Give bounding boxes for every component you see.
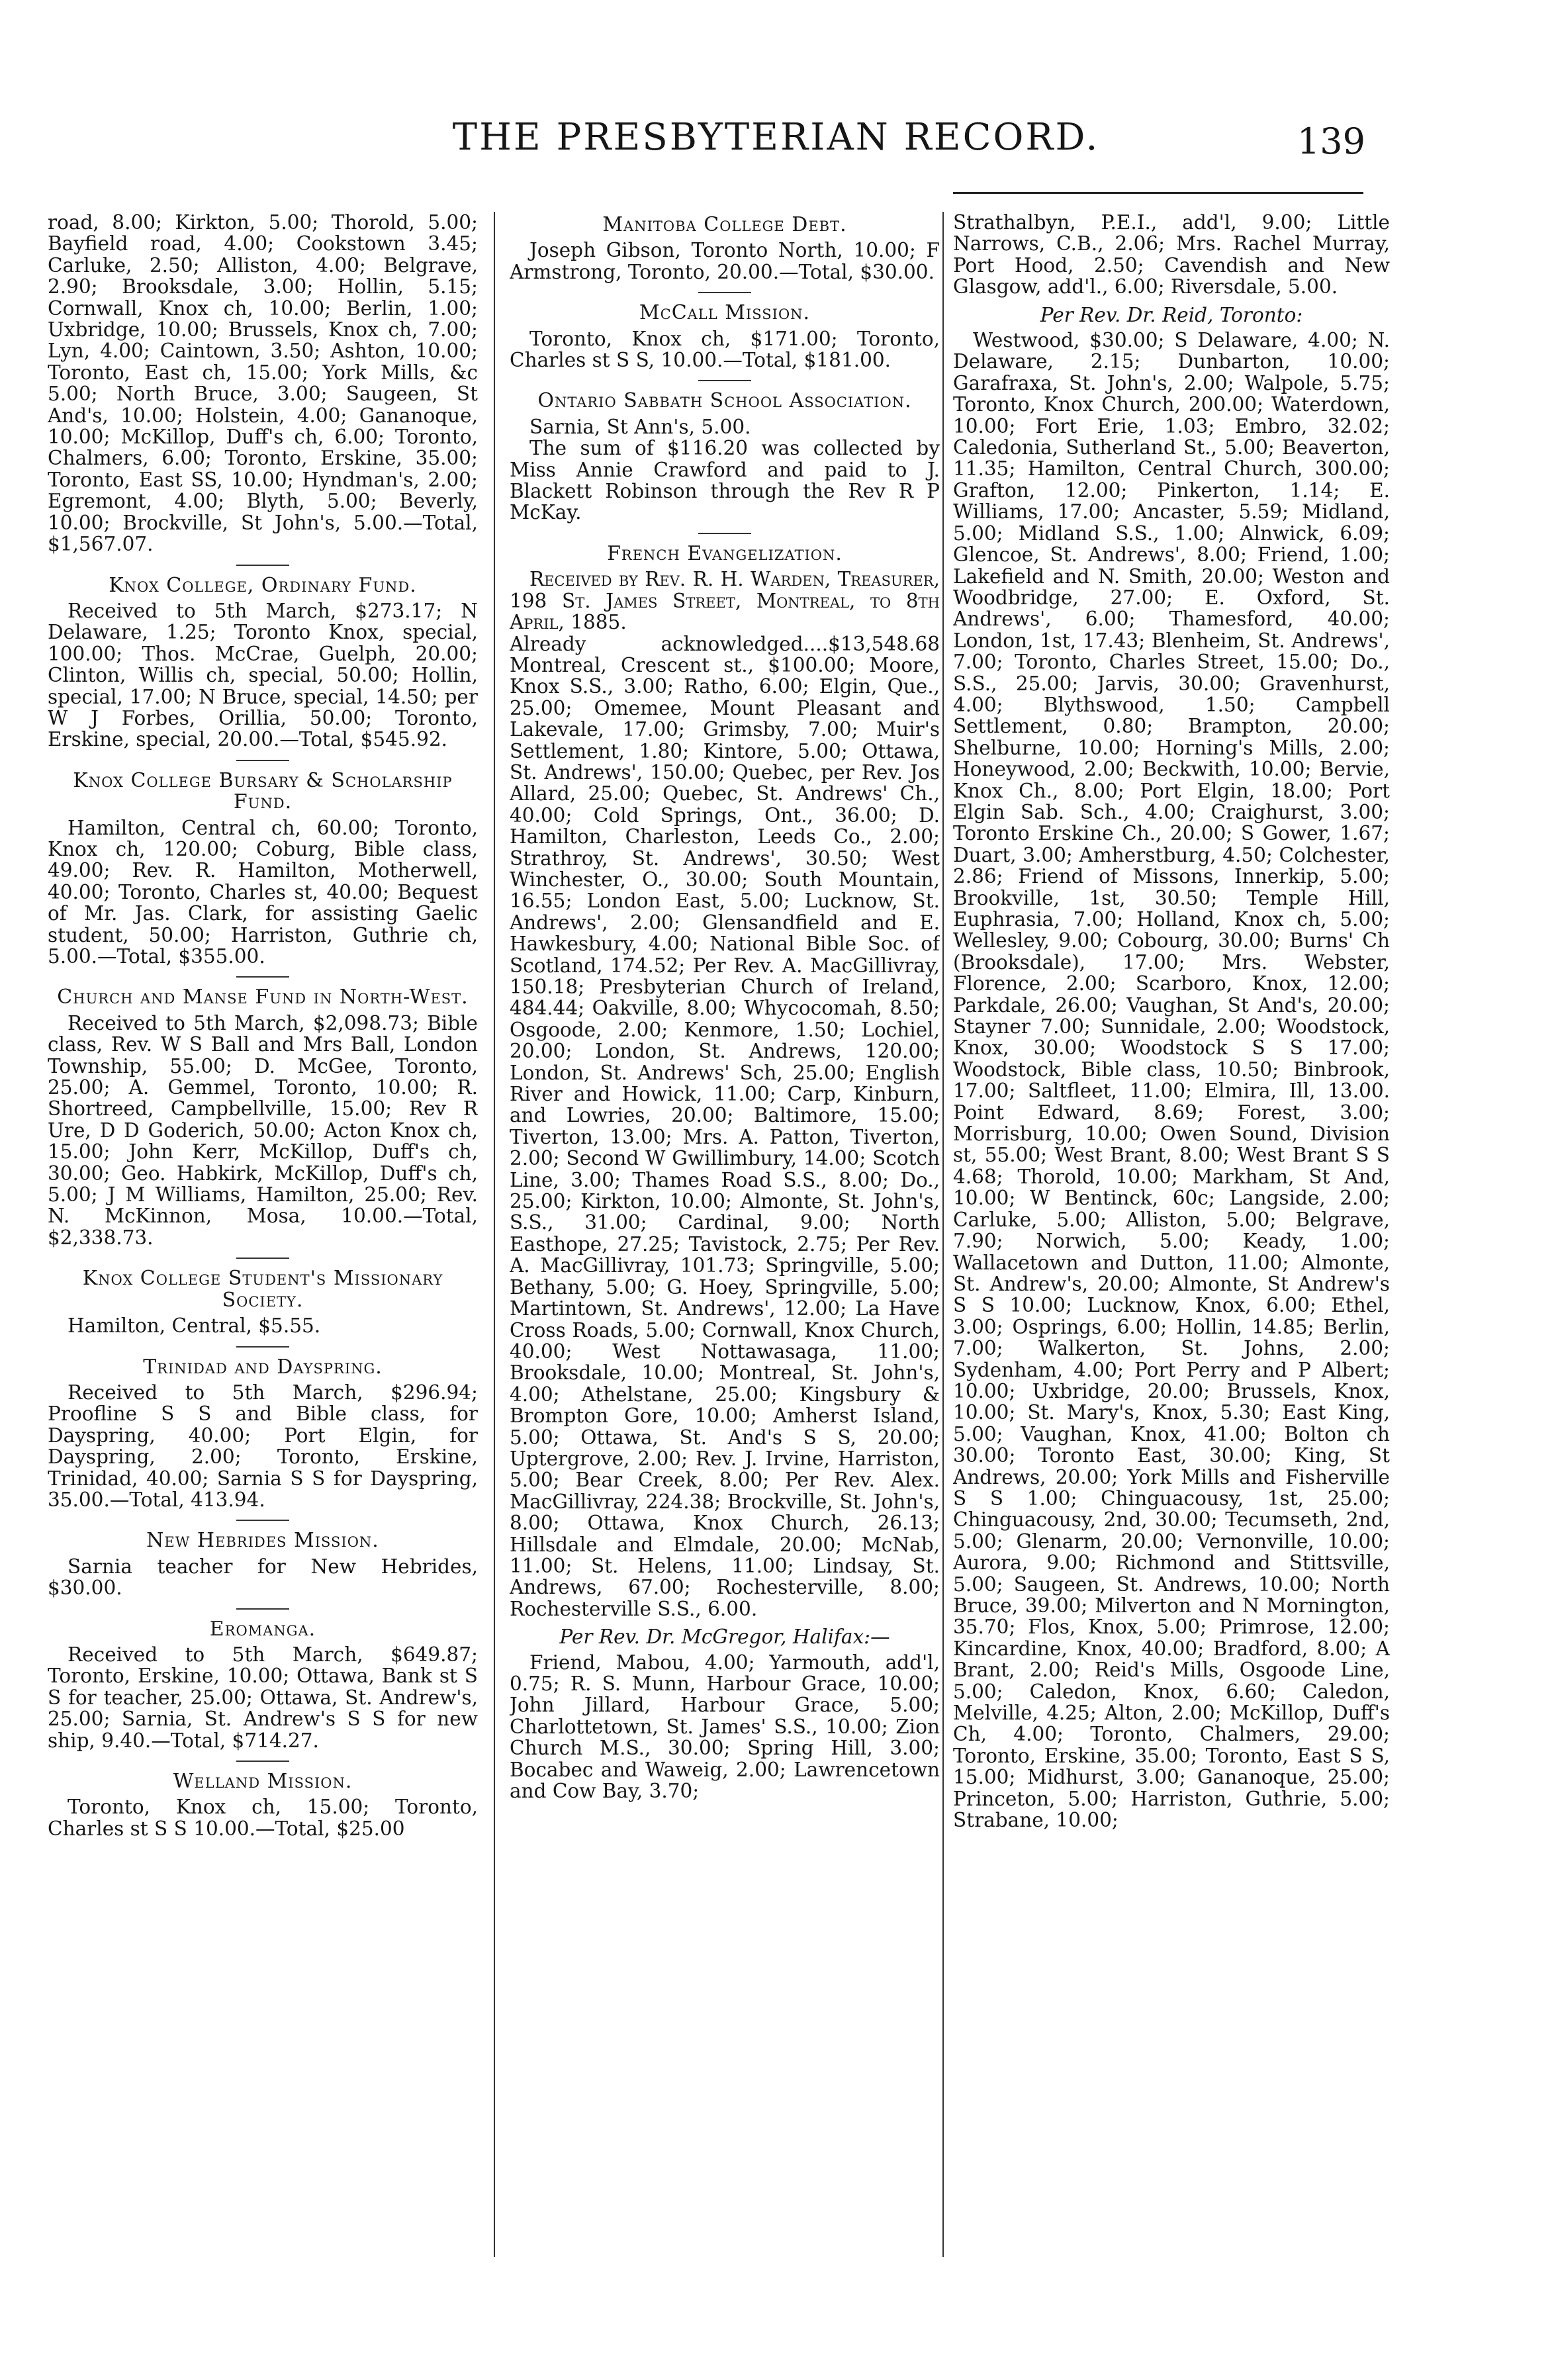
section-entry — [510, 569, 940, 1620]
section-text: Received to 5th March, $296.94; Proofline S S and Bible class, for Dayspring, 40.00; Port Elgin, for Dayspring, 2.00; Toronto, Erskine, Trinidad, 40.00; Sarnia S S for Dayspring, 35.00.—Total, 413.94. — [48, 1381, 478, 1511]
running-title: THE PRESBYTERIAN RECORD. — [452, 116, 1100, 159]
section-text: The sum of $116.20 was collected by Miss Annie Crawford and paid to J. Blackett Robinson through the Rev R P McKay. — [510, 437, 940, 524]
section-entry — [48, 817, 478, 968]
column-left — [48, 212, 478, 2316]
section-text: Received to 5th March, $649.87; Toronto, Erskine, 10.00; Ottawa, Bank st S S for teacher, 25.00; Ottawa, St. Andrew's, 25.00; Sarnia, St. Andrew's S S for new ship, 9.40.—Total, $714.27. — [48, 1643, 478, 1752]
section-heading: Welland Mission. — [173, 1770, 353, 1793]
section-heading: French Evangelization. — [607, 541, 843, 565]
section-divider — [236, 1346, 289, 1348]
section-text: Received to 5th March, $273.17; N Delaware, 1.25; Toronto Knox, special, 100.00; Thos. McCrae, Guelph, 20.00; Clinton, Willis ch, special, 50.00; Hollin, special, 17.00; N Bruce, special, 14.50; per W J Forbes, Orillia, 50.00; Toronto, Erskine, special, 20.00.—Total, $545.92. — [48, 599, 478, 751]
column-right — [953, 212, 1390, 2316]
section-divider — [236, 760, 289, 761]
section-entry — [48, 1382, 478, 1510]
column-middle — [510, 212, 940, 2316]
section-divider — [236, 1608, 289, 1610]
section-entry — [510, 1652, 940, 1802]
continued-list — [48, 212, 478, 555]
section-entry — [48, 600, 478, 751]
section-entry — [48, 1013, 478, 1248]
continued-list-text: Strathalbyn, P.E.I., add'l, 9.00; Little Narrows, C.B., 2.06; Mrs. Rachel Murray, Port Hood, 2.50; Cavendish and New Glasgow, add'l., 6.00; Riversdale, 5.00. — [953, 212, 1390, 298]
page-number: 139 — [1297, 120, 1365, 162]
section-entry — [510, 416, 940, 524]
section-text: Toronto, Knox ch, 15.00; Toronto, Charles st S S 10.00.—Total, $25.00 — [48, 1796, 478, 1840]
continued-list-text: road, 8.00; Kirkton, 5.00; Thorold, 5.00; Bayfield road, 4.00; Cookstown 3.45; Carluke, 2.50; Alliston, 4.00; Belgrave, 2.90; Brooksdale, 3.00; Hollin, 5.15; Cornwall, Knox ch, 10.00; Berlin, 1.00; Uxbridge, 10.00; Brussels, Knox ch, 7.00; Lyn, 4.00; Caintown, 3.50; Ashton, 10.00; Toronto, East ch, 15.00; York Mills, &c 5.00; North Bruce, 3.00; Saugeen, St And's, 10.00; Holstein, 4.00; Gananoque, 10.00; McKillop, Duff's ch, 6.00; Toronto, Chalmers, 6.00; Toronto, Erskine, 35.00; Toronto, East SS, 10.00; Hyndman's, 2.00; Egremont, 4.00; Blyth, 5.00; Beverly, 10.00; Brockville, St John's, 5.00.—Total, $1,567.07. — [48, 212, 478, 556]
section-heading: Church and Manse Fund in North-West. — [57, 985, 469, 1009]
continued-list — [953, 212, 1390, 298]
section-text: Already acknowledged....$13,548.68 Montreal, Crescent st., $100.00; Moore, Knox S.S., 3.00; Ratho, 6.00; Elgin, Que., 25.00; Omemee, Mount Pleasant and Lakevale, 17.00; Grimsby, 7.00; Muir's Settlement, 1.80; Kintore, 5.00; Ottawa, St. Andrews', 150.00; Quebec, per Rev. Jos Allard, 25.00; Quebec, St. Andrews' Ch., 40.00; Cold Springs, Ont., 36.00; D. Hamilton, Charleston, Leeds Co., 2.00; Strathroy, St. Andrews', 30.50; West Winchester, O., 30.00; South Mountain, 16.55; London East, 5.00; Lucknow, St. Andrews', 2.00; Glensandfield and E. Hawkesbury, 4.00; National Bible Soc. of Scotland, 174.52; Per Rev. A. MacGillivray, 150.18; Presbyterian Church of Ireland, 484.44; Oakville, 8.00; Whycocomah, 8.50; Osgoode, 2.00; Kenmore, 1.50; Lochiel, 20.00; London, St. Andrews, 120.00; London, St. Andrews' Sch, 25.00; English River and Howick, 11.00; Carp, Kinburn, and Lowries, 20.00; Baltimore, 15.00; Tiverton, 13.00; Mrs. A. Patton, Tiverton, 2.00; Second W Gwillimbury, 14.00; Scotch Line, 3.00; Thames Road S.S., 8.00; Do., 25.00; Kirkton, 10.00; Almonte, St. John's, S.S., 31.00; Cardinal, 9.00; North Easthope, 27.25; Tavistock, 2.75; Per Rev. A. MacGillivray, 101.73; Springville, 5.00; Bethany, 5.00; G. Hoey, Springville, 5.00; Martintown, St. Andrews', 12.00; La Have Cross Roads, 5.00; Cornwall, Knox Church, 40.00; West Nottawasaga, 11.00; Brooksdale, 10.00; Montreal, St. John's, 4.00; Athelstane, 25.00; Kingsbury & Brompton Gore, 10.00; Amherst Island, 5.00; Ottawa, St. And's S S, 20.00; Uptergrove, 2.00; Rev. J. Irvine, Harriston, 5.00; Bear Creek, 8.00; Per Rev. Alex. MacGillivray, 224.38; Brockville, St. John's, 8.00; Ottawa, Knox Church, 26.13; Hillsdale and Elmdale, 20.00; McNab, 11.00; St. Helens, 11.00; Lindsay, St. Andrews, 67.00; Rochesterville, 8.00; Rochesterville S.S., 6.00. — [510, 632, 940, 1620]
header-rule — [953, 192, 1363, 194]
section-divider — [698, 292, 751, 293]
section-divider — [236, 976, 289, 978]
section-heading: Manitoba College Debt. — [602, 213, 847, 236]
section-text: Joseph Gibson, Toronto North, 10.00; F Armstrong, Toronto, 20.00.—Total, $30.00. — [510, 239, 940, 283]
page-header — [0, 118, 1552, 177]
section-heading: Ontario Sabbath School Association. — [537, 389, 912, 413]
sub-heading: Per Rev. Dr. McGregor, Halifax:— — [559, 1625, 890, 1649]
column-divider-right — [942, 212, 944, 2257]
section-text: Westwood, $30.00; S Delaware, 4.00; N. Delaware, 2.15; Dunbarton, 10.00; Garafraxa, St. John's, 2.00; Walpole, 5.75; Toronto, Knox Church, 200.00; Waterdown, 10.00; Fort Erie, 1.03; Embro, 32.02; Caledonia, Sutherland St., 5.00; Beaverton, 11.35; Hamilton, Central Church, 300.00; Grafton, 12.00; Pinkerton, 1.14; E. Williams, 17.00; Ancaster, 5.59; Midland, 5.00; Midland S.S., 1.00; Alnwick, 6.09; Glencoe, St. Andrews', 8.00; Friend, 1.00; Lakefield and N. Smith, 20.00; Weston and Woodbridge, 27.00; E. Oxford, St. Andrews', 6.00; Thamesford, 40.00; London, 1st, 17.43; Blenheim, St. Andrews', 7.00; Toronto, Charles Street, 15.00; Do., S.S., 25.00; Jarvis, 30.00; Gravenhurst, 4.00; Blythswood, 1.50; Campbell Settlement, 0.80; Brampton, 20.00; Shelburne, 10.00; Horning's Mills, 2.00; Honeywood, 2.00; Beckwith, 10.00; Bervie, Knox Ch., 8.00; Port Elgin, 18.00; Port Elgin Sab. Sch., 4.00; Craighurst, 3.00; Toronto Erskine Ch., 20.00; S Gower, 1.67; Duart, 3.00; Amherstburg, 4.50; Colchester, 2.86; Friend of Missons, Innerkip, 5.00; Brookville, 1st, 30.50; Temple Hill, Euphrasia, 7.00; Holland, Knox ch, 5.00; Wellesley, 9.00; Cobourg, 30.00; Burns' Ch (Brooksdale), 17.00; Mrs. Webster, Florence, 2.00; Scarboro, Knox, 12.00; Parkdale, 26.00; Vaughan, St And's, 20.00; Stayner 7.00; Sunnidale, 2.00; Woodstock, Knox, 30.00; Woodstock S S 17.00; Woodstock, Bible class, 10.50; Binbrook, 17.00; Saltfleet, 11.00; Elmira, Ill, 13.00. Point Edward, 8.69; Forest, 3.00; Morrisburg, 10.00; Owen Sound, Division st, 55.00; West Brant, 8.00; West Brant S S 4.68; Thorold, 10.00; Markham, St And, 10.00; W Bentinck, 60c; Langside, 2.00; Carluke, 5.00; Alliston, 5.00; Belgrave, 7.90; Norwich, 5.00; Keady, 1.00; Wallacetown and Dutton, 11.00; Almonte, St. Andrew's, 20.00; Almonte, St Andrew's S S 10.00; Lucknow, Knox, 6.00; Ethel, 3.00; Osprings, 6.00; Hollin, 14.85; Berlin, 7.00; Walkerton, St. Johns, 2.00; Sydenham, 4.00; Port Perry and P Albert; 10.00; Uxbridge, 20.00; Brussels, Knox, 10.00; St. Mary's, Knox, 5.30; East King, 5.00; Vaughan, Knox, 41.00; Bolton ch 30.00; Toronto East, 30.00; King, St Andrews, 20.00; York Mills and Fisherville S S 1.00; Chinguacousy, 1st, 25.00; Chinguacousy, 2nd, 30.00; Tecumseth, 2nd, 5.00; Glenarm, 20.00; Vernonville, 10.00; Aurora, 9.00; Richmond and Stittsville, 5.00; Saugeen, St. Andrews, 10.00; North Bruce, 39.00; Milverton and N Mornington, 35.70; Flos, Knox, 5.00; Primrose, 12.00; Kincardine, Knox, 40.00; Bradford, 8.00; A Brant, 2.00; Reid's Mills, Osgoode Line, 5.00; Caledon, Knox, 6.60; Caledon, Melville, 4.25; Alton, 2.00; McKillop, Duff's Ch, 4.00; Toronto, Chalmers, 29.00; Toronto, Erskine, 35.00; Toronto, East S S, 15.00; Midhurst, 3.00; Gananoque, 25.00; Princeton, 5.00; Harriston, Guthrie, 5.00; Strabane, 10.00; — [953, 329, 1390, 1832]
section-entry — [510, 240, 940, 283]
section-heading: Trinidad and Dayspring. — [143, 1355, 383, 1379]
section-heading: Knox College Bursary & Scholarship Fund. — [73, 768, 453, 814]
column-divider-left — [494, 212, 495, 2257]
section-text: Hamilton, Central, $5.55. — [68, 1314, 321, 1338]
section-divider — [698, 380, 751, 381]
section-divider — [698, 533, 751, 534]
section-text: Received to 5th March, $2,098.73; Bible class, Rev. W S Ball and Mrs Ball, London Township, 55.00; D. McGee, Toronto, 25.00; A. Gemmel, Toronto, 10.00; R. Shortreed, Campbellville, 15.00; Rev R Ure, D D Goderich, 50.00; Acton Knox ch, 15.00; John Kerr, McKillop, Duff's ch, 30.00; Geo. Habkirk, McKillop, Duff's ch, 5.00; J M Williams, Hamilton, 25.00; Rev. N. McKinnon, Mosa, 10.00.—Total, $2,338.73. — [48, 1011, 478, 1249]
treasurer-line: Received by Rev. R. H. Warden, Treasurer, 198 St. James Street, Montreal, to 8th April, 1885. — [510, 568, 940, 634]
section-entry — [510, 328, 940, 371]
sub-heading: Per Rev. Dr. Reid, Toronto: — [1040, 303, 1303, 326]
section-text: Hamilton, Central ch, 60.00; Toronto, Knox ch, 120.00; Coburg, Bible class, 49.00; Rev. R. Hamilton, Motherwell, 40.00; Toronto, Charles st, 40.00; Bequest of Mr. Jas. Clark, for assisting Gaelic student, 50.00; Harriston, Guthrie ch, 5.00.—Total, $355.00. — [48, 816, 478, 968]
section-entry — [48, 1644, 478, 1751]
section-heading: McCall Mission. — [639, 301, 811, 325]
section-text: Friend, Mabou, 4.00; Yarmouth, add'l, 0.75; R. S. Munn, Harbour Grace, 10.00; John Jillard, Harbour Grace, 5.00; Charlottetown, St. James' S.S., 10.00; Zion Church M.S., 30.00; Spring Hill, 3.00; Bocabec and Waweig, 2.00; Lawrencetown and Cow Bay, 3.70; — [510, 1651, 940, 1803]
section-heading: Knox College, Ordinary Fund. — [109, 573, 417, 597]
section-text: Toronto, Knox ch, $171.00; Toronto, Charles st S S, 10.00.—Total, $181.00. — [510, 327, 940, 372]
section-divider — [236, 1520, 289, 1521]
section-heading: New Hebrides Mission. — [146, 1529, 379, 1553]
section-entry — [48, 1556, 478, 1599]
section-entry — [953, 330, 1390, 1831]
section-text: Sarnia teacher for New Hebrides, $30.00. — [48, 1555, 478, 1600]
section-divider — [236, 1761, 289, 1762]
section-entry — [48, 1796, 478, 1839]
section-divider — [236, 565, 289, 566]
section-heading: Knox College Student's Missionary Society. — [82, 1267, 443, 1312]
section-divider — [236, 1258, 289, 1259]
section-entry — [48, 1315, 478, 1336]
section-text: Sarnia, St Ann's, 5.00. — [529, 415, 751, 438]
section-heading: Eromanga. — [209, 1617, 316, 1641]
